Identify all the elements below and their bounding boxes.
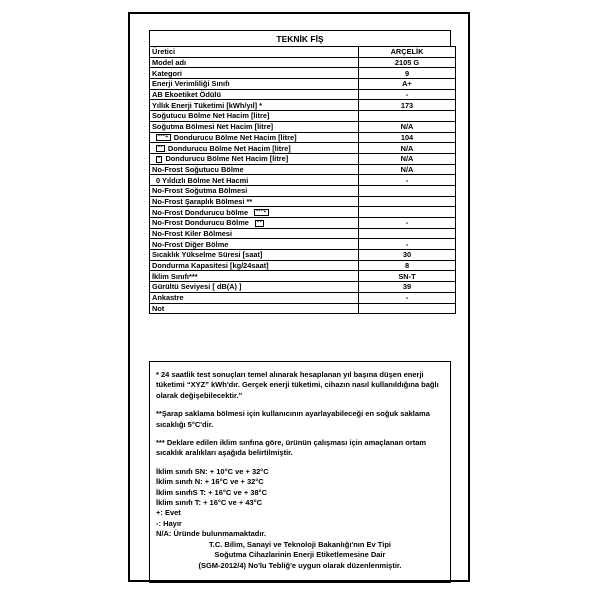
spec-row [150, 207, 456, 218]
note-wine: **Şarap saklama bölmesi için kullanıcının ayarlayabileceği en soğuk saklama sıcaklığı 5°C'dir. [156, 409, 430, 429]
spec-value: 39 [359, 282, 456, 293]
climate-st: İklim sınıfıS T: + 16°C ve + 38°C [156, 487, 268, 497]
spec-row [150, 239, 456, 250]
spec-value: 2105 G [359, 57, 456, 68]
note-energy: * 24 saatlik test sonuçları temel alınarak hesaplanan yıl başına düşen enerji tüketimi “XYZ” kWh'dır. Gerçek enerji tüketimi, cihazın nasıl kullanıldığına bağlı olarak değişebilecektir.” [156, 370, 439, 400]
spec-row [150, 218, 456, 229]
spec-row [150, 121, 456, 132]
note-climate: *** Deklare edilen iklim sınfına göre, ürünün çalışması için amaçlanan ortam sıcaklık aralıkları aşağıda belirtilmiştir. [156, 438, 427, 458]
spec-value: 8 [359, 260, 456, 271]
spec-value [359, 303, 456, 314]
star-rating-icon: ***+ [256, 209, 267, 216]
spec-label [150, 260, 359, 271]
notes-box [149, 361, 451, 583]
spec-label [150, 100, 359, 111]
spec-label-text: Dondurma Kapasitesi [kg/24saat] [152, 261, 269, 271]
sheet-title: TEKNİK FİŞ [149, 30, 451, 47]
spec-row [150, 79, 456, 90]
spec-label-text: Model adı [152, 58, 187, 68]
star-rating-icon: ** [256, 219, 262, 226]
spec-label [150, 143, 359, 154]
spec-label [150, 79, 359, 90]
technical-sheet [128, 12, 470, 582]
spec-label [150, 68, 359, 79]
spec-label-text: Dondurucu Bölme Net Hacim [litre] [173, 132, 297, 142]
spec-label-text: Not [152, 303, 165, 313]
spec-label-text: Üretici [152, 47, 176, 57]
spec-label [150, 292, 359, 303]
spec-label-text: Soğutma Bölmesi Net Hacim [litre] [152, 122, 274, 132]
spec-label-text: No-Frost Diğer Bölme [152, 239, 229, 249]
spec-row [150, 153, 456, 164]
spec-row [150, 164, 456, 175]
spec-value [359, 185, 456, 196]
climate-n: İklim sınıfı N: + 16°C ve + 32°C [156, 477, 264, 487]
footer-line-2: Soğutma Cihazlarinin Enerji Etiketlemesine Dair [214, 550, 386, 560]
spec-label-text: No-Frost Dondurucu Bölme [152, 218, 249, 228]
spec-label-text: Sıcaklık Yükselme Süresi [saat] [152, 250, 263, 260]
star-rating-icon: ** [158, 145, 163, 152]
spec-value: - [359, 89, 456, 100]
spec-value: ARÇELİK [359, 47, 456, 58]
spec-label [150, 239, 359, 250]
spec-row [150, 111, 456, 122]
spec-label-text: 0 Yıldızlı Bölme Net Hacmi [156, 175, 249, 185]
spec-value: N/A [359, 143, 456, 154]
spec-row [150, 292, 456, 303]
spec-value [359, 196, 456, 207]
spec-value: N/A [359, 121, 456, 132]
spec-value: 9 [359, 68, 456, 79]
star-rating-icon: * [158, 155, 161, 162]
spec-label-text: No-Frost Şaraplık Bölmesi ** [152, 196, 253, 206]
spec-value: - [359, 175, 456, 186]
spec-row [150, 185, 456, 196]
spec-label [150, 271, 359, 282]
spec-label-text: İklim Sınıfı*** [152, 271, 198, 281]
spec-label-text: Ankastre [152, 293, 184, 303]
spec-label [150, 89, 359, 100]
spec-value [359, 111, 456, 122]
spec-label [150, 47, 359, 58]
spec-label-text: No-Frost Soğutma Bölmesi [152, 186, 248, 196]
spec-value: SN-T [359, 271, 456, 282]
spec-label-text: No-Frost Soğutucu Bölme [152, 164, 244, 174]
climate-t: İklim sınıfı T: + 16°C ve + 43°C [156, 498, 263, 508]
spec-label [150, 250, 359, 261]
spec-row [150, 100, 456, 111]
spec-row [150, 282, 456, 293]
spec-label [150, 196, 359, 207]
legend-no: -: Hayır [156, 518, 182, 528]
spec-row [150, 47, 456, 58]
spec-label-text: No-Frost Kiler Bölmesi [152, 229, 233, 239]
spec-label [150, 218, 359, 229]
spec-value: A+ [359, 79, 456, 90]
spec-label-text: Soğutucu Bölme Net Hacim [litre] [152, 111, 270, 121]
spec-label-text: Yıllık Enerji Tüketimi [kWh/yıl] * [152, 100, 263, 110]
spec-value: 104 [359, 132, 456, 143]
spec-label-text: Dondurucu Bölme Net Hacim [litre] [167, 143, 291, 153]
spec-row [150, 271, 456, 282]
spec-value: N/A [359, 153, 456, 164]
spec-label [150, 164, 359, 175]
spec-value: 30 [359, 250, 456, 261]
star-rating-icon: ***+ [158, 134, 169, 141]
legend-yes: +: Evet [156, 508, 181, 518]
spec-label-text: AB Ekoetiket Ödülü [152, 90, 221, 100]
spec-label [150, 207, 359, 218]
spec-row [150, 250, 456, 261]
spec-label [150, 303, 359, 314]
spec-row [150, 68, 456, 79]
spec-label [150, 132, 359, 143]
spec-value [359, 228, 456, 239]
spec-label [150, 57, 359, 68]
spec-row [150, 57, 456, 68]
spec-label [150, 282, 359, 293]
spec-label [150, 121, 359, 132]
spec-label-text: Dondurucu Bölme Net Hacim [litre] [165, 154, 289, 164]
spec-row [150, 175, 456, 186]
spec-row [150, 132, 456, 143]
spec-row [150, 303, 456, 314]
legend-na: N/A: Üründe bulunmamaktadır. [156, 529, 267, 539]
spec-row [150, 228, 456, 239]
spec-label-text: Enerji Verimliliği Sınıfı [152, 79, 230, 89]
spec-label-text: No-Frost Dondurucu bölme [152, 207, 249, 217]
spec-value: - [359, 292, 456, 303]
spec-value [359, 207, 456, 218]
spec-label [150, 175, 359, 186]
climate-sn: İklim sınıfı SN: + 10°C ve + 32°C [156, 466, 269, 476]
spec-label [150, 228, 359, 239]
spec-label-text: Gürültü Seviyesi [ dB(A) ] [152, 282, 242, 292]
spec-label-text: Kategori [152, 68, 182, 78]
spec-table [149, 46, 456, 314]
spec-label [150, 185, 359, 196]
spec-label [150, 153, 359, 164]
spec-row [150, 196, 456, 207]
footer-line-3: (SGM-2012/4) No'lu Tebliğ'e uygun olarak düzenlenmiştir. [198, 560, 402, 570]
spec-label [150, 111, 359, 122]
spec-value: - [359, 218, 456, 229]
spec-row [150, 260, 456, 271]
spec-row [150, 143, 456, 154]
spec-row [150, 89, 456, 100]
spec-value: N/A [359, 164, 456, 175]
footer-line-1: T.C. Bilim, Sanayi ve Teknoloji Bakanlığı'nın Ev Tipi [209, 539, 391, 549]
spec-value: - [359, 239, 456, 250]
spec-value: 173 [359, 100, 456, 111]
